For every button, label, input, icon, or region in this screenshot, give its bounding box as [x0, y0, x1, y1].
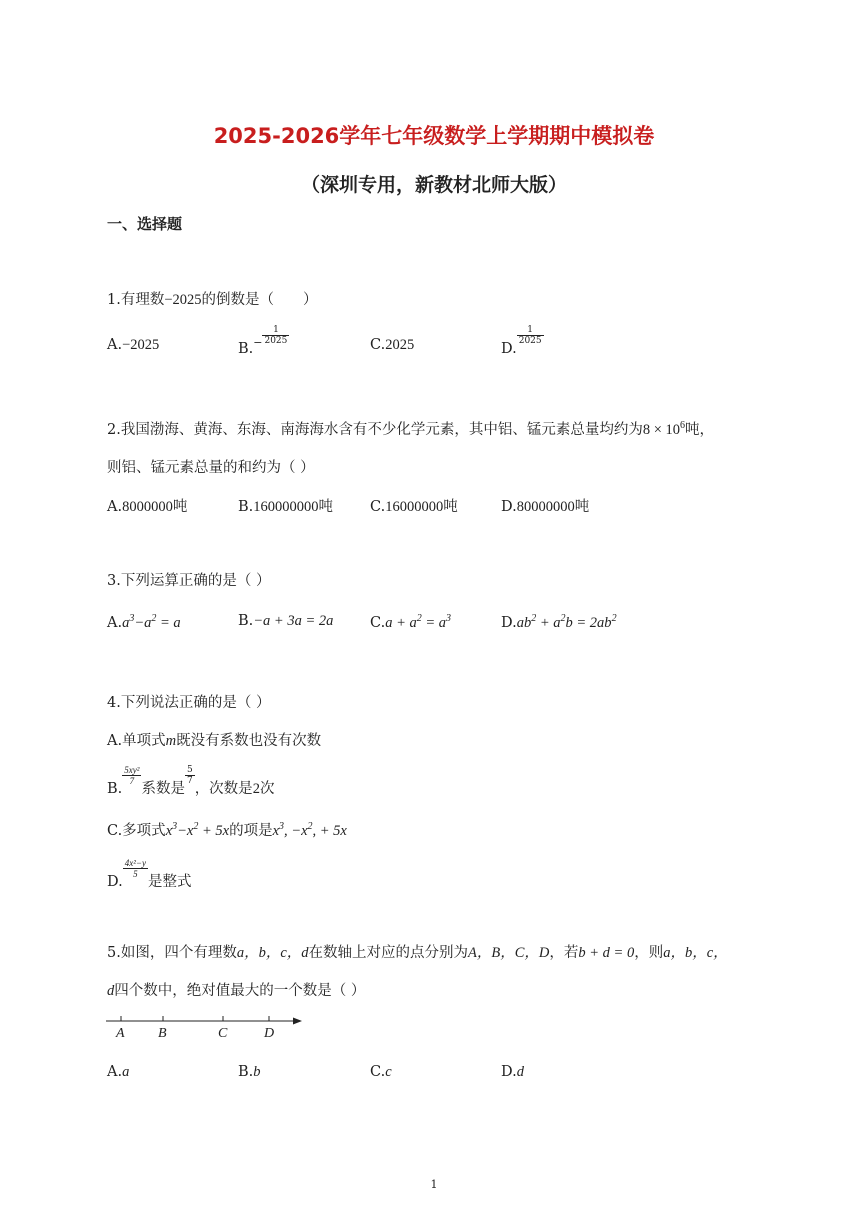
- option-label: B.: [107, 781, 123, 797]
- option-text-end: 既没有系数也没有次数: [176, 733, 322, 749]
- option-value: c: [385, 1064, 392, 1080]
- q2-option-c: [370, 495, 458, 516]
- option-text: A.单项式: [107, 733, 166, 749]
- option-variable: m: [165, 733, 177, 749]
- denominator: 2025: [518, 336, 542, 346]
- axis-label-b: B: [158, 1026, 167, 1041]
- arrow-head-icon: [293, 1018, 302, 1025]
- q5-variables: a，b，c，d: [236, 945, 309, 961]
- q1-option-b: [238, 325, 289, 357]
- fraction: [517, 325, 544, 346]
- q5-variables: a，b，c，: [663, 945, 728, 961]
- question-3-stem: 3.下列运算正确的是（ ）: [107, 573, 271, 589]
- page-number: 1: [430, 1178, 438, 1191]
- q5-text: 5.如图，四个有理数: [107, 945, 237, 961]
- option-unit: 吨: [574, 499, 590, 515]
- q2-option-b: [238, 495, 333, 516]
- q3-option-b: [238, 613, 333, 630]
- q5-option-d: [501, 1064, 524, 1081]
- axis-label-d: D: [264, 1026, 275, 1041]
- q5-text: 四个数中，绝对值最大的一个数是（ ）: [114, 983, 366, 999]
- q3-option-d: [501, 613, 617, 632]
- q5-text: ，则: [634, 945, 664, 961]
- denominator: 7: [129, 775, 135, 786]
- question-1-stem: [107, 288, 318, 309]
- option-unit: 吨: [318, 499, 334, 515]
- option-label: C.: [370, 337, 386, 353]
- numerator: 4x²−y: [124, 857, 146, 868]
- option-label: B.: [238, 499, 254, 515]
- axis-label-a: A: [116, 1026, 125, 1041]
- q1-option-c: [370, 337, 414, 354]
- option-value: 16000000: [385, 499, 444, 515]
- option-unit: 吨: [443, 499, 458, 515]
- document-subtitle: （深圳专用，新教材北师大版）: [300, 174, 567, 196]
- option-value: 8000000: [122, 499, 173, 515]
- option-label: C.: [370, 499, 386, 515]
- option-label: D.: [501, 615, 517, 631]
- option-value: −2025: [122, 337, 160, 353]
- fraction: [185, 765, 195, 786]
- option-label: D.: [501, 340, 517, 357]
- question-4-stem: 4.下列说法正确的是（ ）: [107, 695, 271, 711]
- denominator: 5: [133, 868, 138, 879]
- q5-option-a: [107, 1064, 129, 1081]
- q4-option-c: [107, 819, 347, 840]
- polynomial: $x^3-x^2 + 5x$: [165, 821, 230, 839]
- q2-option-d: [501, 495, 589, 516]
- q2-stem-text: 2.我国渤海、黄海、东海、南海海水含有不少化学元素，其中铝、锰元素总量均约为: [107, 422, 643, 438]
- option-value: 160000000: [253, 499, 319, 515]
- option-label: B.: [238, 1064, 254, 1080]
- option-label: B.: [238, 613, 254, 629]
- q5-option-c: [370, 1064, 392, 1081]
- option-label: C.: [370, 615, 386, 631]
- option-value: a: [122, 1064, 130, 1080]
- q2-exponent: 6: [680, 420, 686, 431]
- option-label: A.: [107, 337, 123, 353]
- option-text-end: 次: [259, 781, 275, 797]
- q5-option-b: [238, 1064, 261, 1081]
- denominator: 2025: [264, 336, 288, 346]
- option-expression: $ab^2 + a^2b = 2ab^2$: [516, 613, 617, 631]
- option-label: D.: [501, 499, 517, 515]
- q5-text: 在数轴上对应的点分别为: [308, 945, 469, 961]
- option-label: B.: [238, 340, 254, 357]
- option-expression: −a + 3a = 2a: [253, 613, 334, 629]
- option-value: b: [253, 1064, 261, 1080]
- denominator: 7: [186, 775, 193, 786]
- q1-number: −2025: [164, 292, 202, 308]
- axis-label-c: C: [218, 1026, 228, 1041]
- terms: $x^3$, $-x^2$, + 5x: [272, 821, 347, 839]
- numerator: 1: [517, 325, 544, 336]
- section-heading: 一、选择题: [107, 215, 183, 233]
- q2-option-a: [107, 495, 187, 516]
- option-label: C.: [370, 1064, 386, 1080]
- option-label: A.: [107, 1064, 123, 1080]
- question-2-stem-line1: [107, 418, 714, 439]
- option-text-end: 是整式: [147, 874, 192, 890]
- option-text: 系数是: [141, 781, 185, 797]
- option-expression: $a^3-a^2 = a$: [122, 613, 181, 631]
- option-text: 的项是: [229, 823, 273, 839]
- option-label: D.: [107, 874, 123, 890]
- numerator: 5: [186, 764, 193, 775]
- option-unit: 吨: [172, 499, 188, 515]
- fraction: [123, 858, 148, 879]
- option-label: A.: [107, 615, 123, 631]
- option-expression: $a + a^2 = a^3$: [385, 613, 452, 631]
- minus-sign: −: [253, 335, 263, 349]
- fraction: [122, 765, 141, 786]
- numerator: 1: [262, 325, 289, 336]
- q1-option-a: [107, 337, 159, 354]
- degree-value: 2: [252, 781, 260, 797]
- document-title: 2025-2026学年七年级数学上学期期中模拟卷: [213, 124, 655, 148]
- q1-stem-end: 的倒数是（ ）: [201, 292, 318, 308]
- q4-option-a: [107, 729, 321, 750]
- q2-expression: 8 × 10: [642, 422, 681, 438]
- question-5-stem-line2: [107, 979, 365, 1000]
- q1-stem-text: 1.有理数: [107, 292, 165, 308]
- q4-option-d: [107, 856, 192, 890]
- q4-option-b: [107, 763, 275, 797]
- q5-text: ，若: [549, 945, 579, 961]
- fraction: [262, 325, 289, 346]
- q1-option-d: [501, 325, 544, 357]
- option-value: 80000000: [516, 499, 575, 515]
- option-text: ，次数是: [194, 781, 253, 797]
- option-label: D.: [501, 1064, 517, 1080]
- question-2-stem-line2: 则铝、锰元素总量的和约为（ ）: [107, 460, 315, 476]
- option-value: 2025: [385, 337, 415, 353]
- q3-option-c: [370, 613, 451, 632]
- q5-points: A，B，C，D: [468, 945, 550, 961]
- q5-variable: d: [107, 983, 115, 999]
- question-5-stem-line1: [107, 941, 728, 962]
- option-text: C.多项式: [107, 823, 166, 839]
- number-line-figure: [104, 1012, 309, 1044]
- q2-stem-end: 吨，: [685, 422, 715, 438]
- option-value: d: [516, 1064, 524, 1080]
- q3-option-a: [107, 613, 181, 632]
- q5-condition: b + d = 0: [578, 945, 635, 961]
- numerator: 5xy²: [124, 764, 140, 775]
- option-label: A.: [107, 499, 123, 515]
